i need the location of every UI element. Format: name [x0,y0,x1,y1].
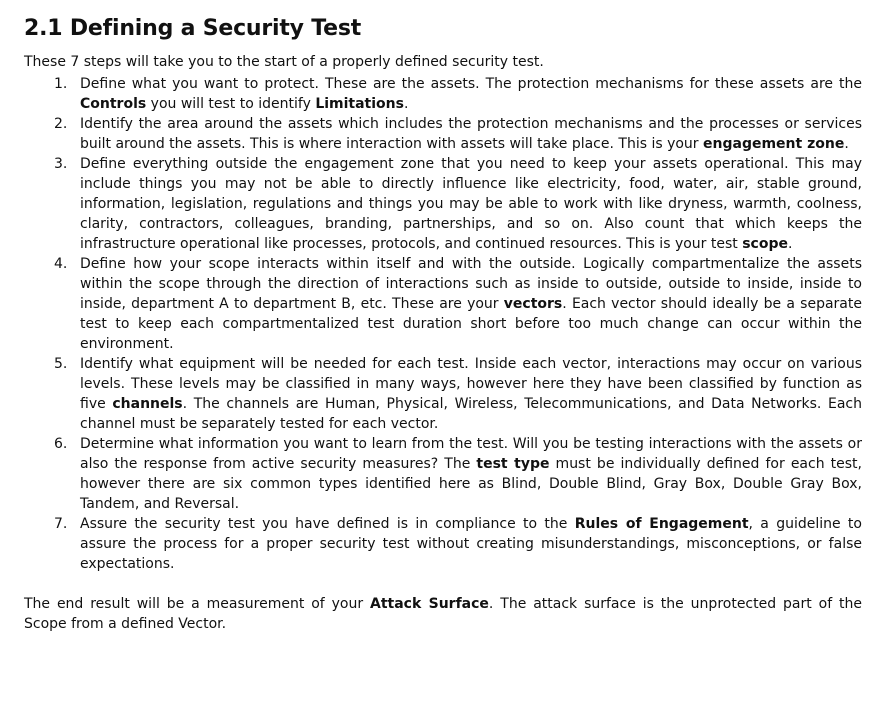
conclusion-text: The end result will be a measurement of your [24,596,371,612]
step-text: Define how your scope interacts within itself and with the outside. Logically compartmentalize the assets within the scope through the direction of interactions such as inside to outside, outside to inside, inside to inside, department A to department B, etc. These are your [80,256,862,312]
step-item [24,154,862,254]
step-text: Identify the area around the assets which includes the protection mechanisms and the processes or services built around the assets. This is where interaction with assets will take place. This is your [80,116,862,152]
step-term: Rules of Engagement [574,516,749,532]
step-number: 3. [54,156,68,172]
step-item [24,254,862,354]
step-text: . [403,96,409,112]
conclusion-term: Attack Surface [370,596,489,612]
step-text: you will test to identify [146,96,316,112]
step-text: . The channels are Human, Physical, Wireless, Telecommunications, and Data Networks. Each channel must be separately tested for each vector. [80,396,863,432]
step-term: channels [112,396,183,412]
step-text: Assure the security test you have defined is in compliance to the [80,516,575,532]
intro-paragraph: These 7 steps will take you to the start of a properly defined security test. [24,54,544,70]
step-item [24,74,862,114]
step-number: 1. [54,76,68,92]
step-text: Define what you want to protect. These are the assets. The protection mechanisms for these assets are the [80,76,862,92]
step-text: Define everything outside the engagement zone that you need to keep your assets operational. This may include things you may not be able to directly influence like electricity, food, water, air, stable ground, information, legislation, regulations and things you may be able to work with like dryness, warmth, coolness, clarity, contractors, colleagues, branding, partnerships, and so on. Also count that which keeps the infrastructure operational like processes, protocols, and continued resources. This is your test [80,156,862,252]
step-item [24,354,862,434]
step-number: 7. [54,516,68,532]
step-text: . [844,136,849,152]
step-text: , a guideline to assure the process for a proper security test without creating misunderstandings, misconceptions, or false expectations. [80,516,862,572]
step-text: must be individually defined for each test, however there are six common types identified here as Blind, Double Blind, Gray Box, Double Gray Box, Tandem, and Reversal. [80,456,862,512]
conclusion-paragraph [24,594,862,634]
step-text: . [788,236,793,252]
step-text: Identify what equipment will be needed for each test. Inside each vector, interactions may occur on various levels. These levels may be classified in many ways, however here they have been classified by function as five [80,356,862,412]
step-item [24,434,862,514]
step-number: 2. [54,116,68,132]
step-text: . Each vector should ideally be a separate test to keep each compartmentalized test duration short before too much change can occur within the environment. [80,296,862,352]
step-term: test type [476,456,550,472]
steps-list [24,74,862,574]
step-number: 6. [54,436,68,452]
step-text: Determine what information you want to learn from the test. Will you be testing interactions with the assets or also the response from active security measures? The [80,436,862,472]
step-term: Controls [80,96,147,112]
step-term: Limitations [315,96,404,112]
conclusion-text: . The attack surface is the unprotected part of the Scope from a defined Vector. [24,596,863,632]
step-item [24,514,862,574]
step-term: engagement zone [703,136,845,152]
step-term: vectors [503,296,563,312]
step-number: 5. [54,356,68,372]
step-item [24,114,862,154]
step-number: 4. [54,256,68,272]
step-term: scope [742,236,788,252]
section-heading: 2.1 Defining a Security Test [24,16,362,41]
